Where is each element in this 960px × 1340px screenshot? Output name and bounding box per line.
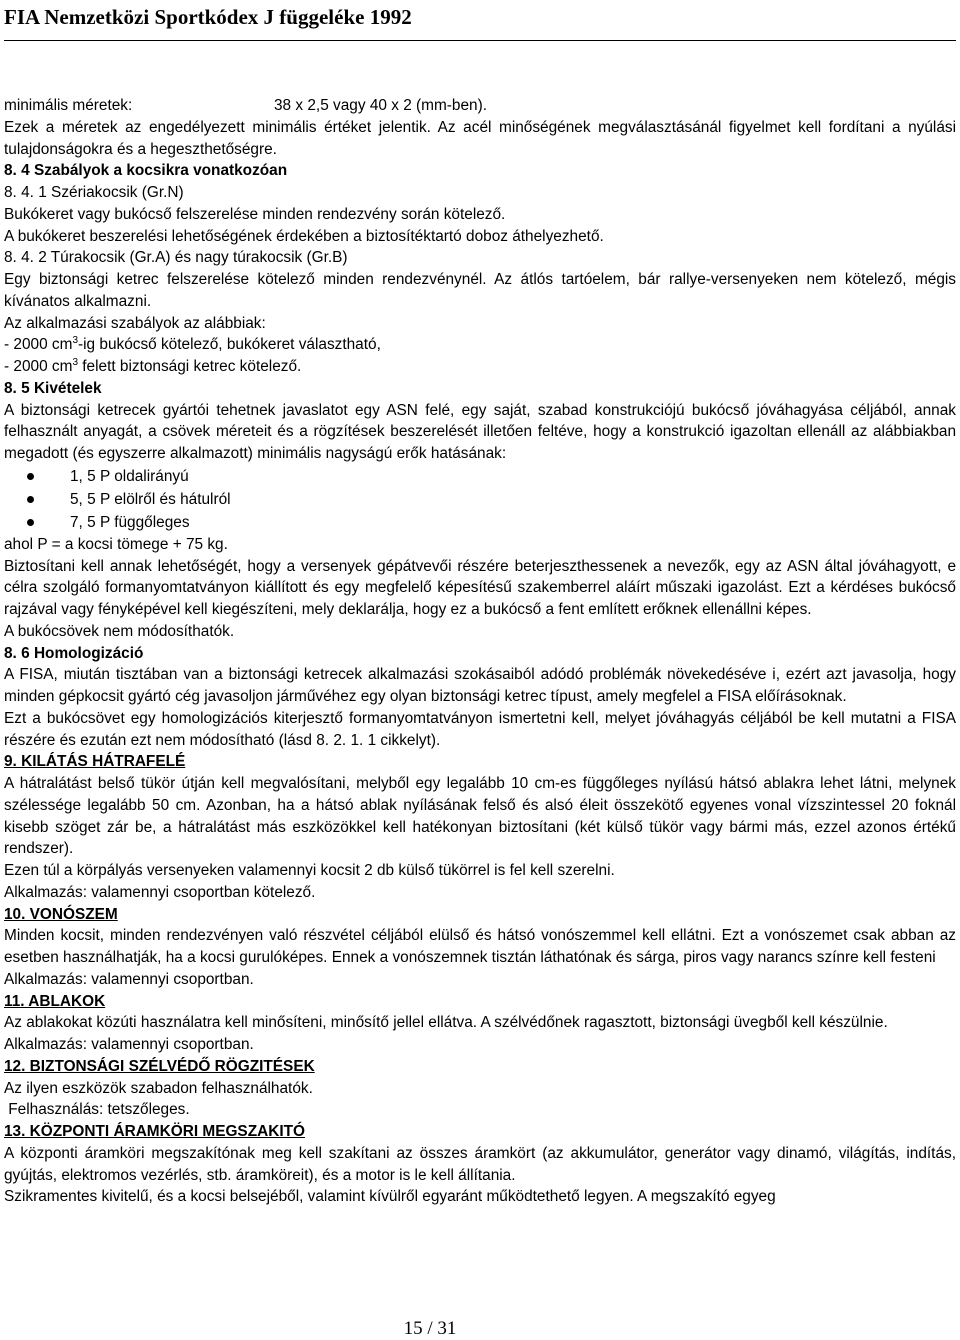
paragraph: Szikramentes kivitelű, és a kocsi belsejéből, valamint kívülről egyaránt működtethető legyen. A megszakító egyeg [4, 1188, 776, 1206]
list-item: 5, 5 P elölről és hátulról [4, 488, 956, 511]
paragraph: A hátralátást belső tükör útján kell megvalósítani, melyből egy legalább 10 cm-es függőleges nyílású hátsó ablakra lehet látni, melynek szélessége legalább 50 cm. Azonban, ha a hátsó ablak nyílásának felső és alsó éleit összekötő egyenes vonal vízszintessel 20 foknál kisebb szöget zár be, a hátralátást más eszközökkel kell hatékonyan biztosítani (két külső tükör vagy bármi más, ezzel azonos értékű rendszer). [4, 775, 956, 858]
subsection-heading-8-4-2: 8. 4. 2 Túrakocsik (Gr.A) és nagy túrakocsik (Gr.B) [4, 249, 348, 267]
paragraph: Biztosítani kell annak lehetőségét, hogy a versenyek gépátvevői részére beterjeszthessenek a nevezők, egy az ASN által jóváhagyott, e célra szolgáló formanyomtatványon kiállított és egy megfelelő képesítésű szakemberrel aláírt műszaki igazolást. Ezt a kérdéses bukócső rajzával vagy fényképével kell kiegészíteni, mely deklarálja, hogy ez a bukócső a fent említett erőknek ellenállni képes. [4, 557, 956, 618]
force-list [4, 465, 956, 534]
section-heading-13: 13. KÖZPONTI ÁRAMKÖRI MEGSZAKITÓ [4, 1123, 305, 1140]
paragraph: Ezen túl a körpályás versenyeken valamennyi kocsit 2 db külső tükörrel is fel kell szerelni. [4, 862, 615, 879]
section-heading-8-6: 8. 6 Homologizáció [4, 644, 144, 662]
paragraph: Ezek a méretek az engedélyezett minimális értéket jelentik. Az acél minőségének megválasztásánál figyelmet kell fordítani a nyúlási tulajdonságokra és a hegeszthetőségre. [4, 118, 956, 158]
section-heading-11: 11. ABLAKOK [4, 992, 106, 1010]
list-item: 1, 5 P oldalirányú [4, 465, 956, 488]
rule-line [4, 334, 956, 356]
superscript: 3 [72, 335, 78, 347]
document-title: FIA Nemzetközi Sportkódex J függeléke 1992 [4, 5, 412, 29]
rule-text: - 2000 cm [4, 358, 73, 375]
min-dimensions-value: 38 x 2,5 vagy 40 x 2 (mm-ben). [274, 97, 487, 114]
paragraph: Az alkalmazási szabályok az alábbiak: [4, 314, 266, 332]
paragraph: Minden kocsit, minden rendezvényen való részvétel céljából elülső és hátsó vonószemmel kell ellátni. Ezt a vonószemet csak abban az esetben használhatják, ha a kocsi gurulóképes. Ennek a vonószemnek tisztán láthatónak és sárga, piros vagy narancs színre kell festeni [4, 927, 956, 966]
section-heading-8-5: 8. 5 Kivételek [4, 379, 102, 397]
paragraph: Felhasználás: tetszőleges. [4, 1101, 190, 1119]
paragraph: A biztonsági ketrecek gyártói tehetnek javaslatot egy ASN felé, egy saját, szabad konstrukciójú bukócső jóváhagyása céljából, annak felhasznált anyagát, a csövek méreteit és a rögzítések beszerelését illetően feltéve, hogy a konstrukció igazoltan ellenáll az alábbiakban megadott (és egyszerre alkalmazott) minimális nagyságú erők hatásának: [4, 401, 956, 462]
rule-text: - 2000 cm [4, 336, 73, 354]
rule-line [4, 356, 956, 378]
list-item: 7, 5 P függőleges [4, 511, 956, 534]
section-heading-9: 9. KILÁTÁS HÁTRAFELÉ [4, 753, 186, 771]
paragraph: ahol P = a kocsi tömege + 75 kg. [4, 535, 228, 553]
min-dimensions-row [4, 95, 956, 117]
paragraph: Egy biztonsági ketrec felszerelése kötelező minden rendezvénynél. Az átlós tartóelem, bár rallye-versenyeken nem kötelező, mégis kívánatos alkalmazni. [4, 271, 956, 310]
paragraph: A bukócsövek nem módosíthatók. [4, 622, 235, 640]
rule-text: -ig bukócső kötelező, bukókeret választható, [78, 336, 381, 354]
subsection-heading-8-4-1: 8. 4. 1 Szériakocsik (Gr.N) [4, 184, 184, 201]
rule-text: felett biztonsági ketrec kötelező. [78, 358, 302, 375]
paragraph: A bukókeret beszerelési lehetőségének érdekében a biztosítéktartó doboz áthelyezhető. [4, 227, 604, 245]
paragraph: A központi áramköri megszakítónak meg kell szakítani az összes áramkört (az akkumulátor, generátor vagy dinamó, világítás, indítás, gyújtás, elektromos vezérlés, stb. áramköreit), és a motor is le kell állítania. [4, 1144, 956, 1184]
paragraph: Az ablakokat közúti használatra kell minősíteni, minősítő jellel ellátva. A szélvédőnek ragasztott, biztonsági üvegből kell készülnie. [4, 1014, 888, 1032]
section-heading-8-4: 8. 4 Szabályok a kocsikra vonatkozóan [4, 162, 288, 180]
section-heading-10: 10. VONÓSZEM [4, 905, 118, 923]
paragraph: A FISA, miután tisztában van a biztonsági ketrecek alkalmazási szokásaiból adódó problémák növekedéséve i, ezért azt javasolja, hogy minden gépkocsit gyártó cég javasoljon járművéhez egy olyan biztonsági ketrec típust, amely megfelel a FISA előírásoknak. [4, 666, 956, 705]
page-header [4, 0, 956, 41]
paragraph: Bukókeret vagy bukócső felszerelése minden rendezvény során kötelező. [4, 205, 506, 223]
document-body [4, 95, 956, 1208]
superscript: 3 [72, 357, 78, 368]
paragraph: Alkalmazás: valamennyi csoportban. [4, 1036, 254, 1053]
paragraph: Az ilyen eszközök szabadon felhasználhatók. [4, 1079, 313, 1097]
paragraph: Alkalmazás: valamennyi csoportban. [4, 970, 254, 988]
paragraph: Ezt a bukócsövet egy homologizációs kiterjesztő formanyomtatványon ismertetni kell, melyet jóváhagyás céljából be kell mutatni a FISA részére és ezután ezt nem módosítható (lásd 8. 2. 1. 1 cikkelyt). [4, 709, 956, 749]
page-number: 15 / 31 [403, 1318, 457, 1339]
paragraph: Alkalmazás: valamennyi csoportban kötelező. [4, 883, 316, 901]
min-dimensions-label: minimális méretek: [4, 97, 133, 114]
section-heading-12: 12. BIZTONSÁGI SZÉLVÉDŐ RÖGZITÉSEK [4, 1057, 315, 1075]
